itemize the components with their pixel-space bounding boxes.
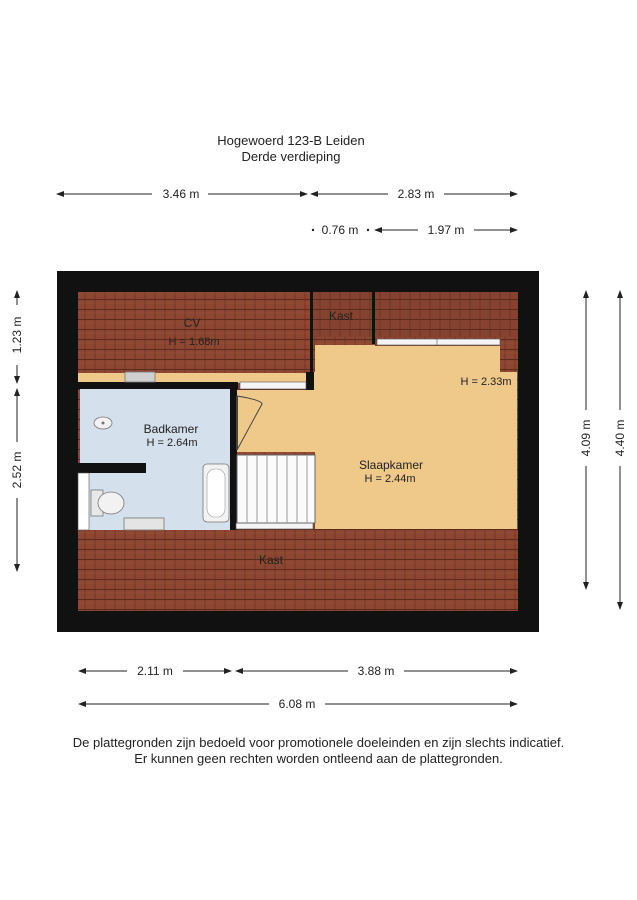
dim-right-outer: 4.40 m bbox=[613, 419, 627, 457]
height-right-label: H = 2.33m bbox=[460, 376, 512, 388]
dimension-top-row bbox=[57, 187, 517, 201]
dim-top-small: 0.76 m bbox=[321, 223, 359, 237]
dim-top-left: 3.46 m bbox=[162, 187, 200, 201]
disclaimer-line-1: De plattegronden zijn bedoeld voor promotionele doeleinden en zijn slechts indicatief. bbox=[72, 735, 565, 750]
dim-bottom-total: 6.08 m bbox=[278, 697, 316, 711]
badkamer-height: H = 2.64m bbox=[146, 437, 198, 449]
dim-bottom-left: 2.11 m bbox=[137, 664, 173, 678]
cv-height: H = 1.68m bbox=[168, 336, 220, 348]
cv-label: CV bbox=[183, 316, 201, 330]
dim-bottom-right: 3.88 m bbox=[357, 664, 395, 678]
dim-top-mid: 1.97 m bbox=[427, 223, 465, 237]
kast-top-label: Kast bbox=[328, 309, 354, 323]
disclaimer-line-2: Er kunnen geen rechten worden ontleend aan de plattegronden. bbox=[134, 751, 503, 766]
dimension-right bbox=[579, 291, 627, 609]
dim-left-top: 1.23 m bbox=[10, 316, 24, 354]
slaapkamer-label: Slaapkamer bbox=[358, 458, 424, 472]
dim-left-bottom: 2.52 m bbox=[10, 451, 24, 489]
address-title: Hogewoerd 123-B Leiden bbox=[217, 133, 365, 148]
dimension-left bbox=[10, 291, 24, 571]
floor-title: Derde verdieping bbox=[241, 149, 341, 164]
slaapkamer-height: H = 2.44m bbox=[364, 473, 416, 485]
dim-top-right: 2.83 m bbox=[397, 187, 435, 201]
badkamer-label: Badkamer bbox=[143, 422, 199, 436]
dim-right-inner: 4.09 m bbox=[579, 419, 593, 457]
cv-unit-icon bbox=[125, 372, 155, 382]
kast-bottom-label: Kast bbox=[258, 553, 284, 567]
staircase bbox=[237, 455, 315, 523]
dimension-bottom-row bbox=[79, 664, 517, 711]
dimension-second-row bbox=[312, 223, 517, 237]
